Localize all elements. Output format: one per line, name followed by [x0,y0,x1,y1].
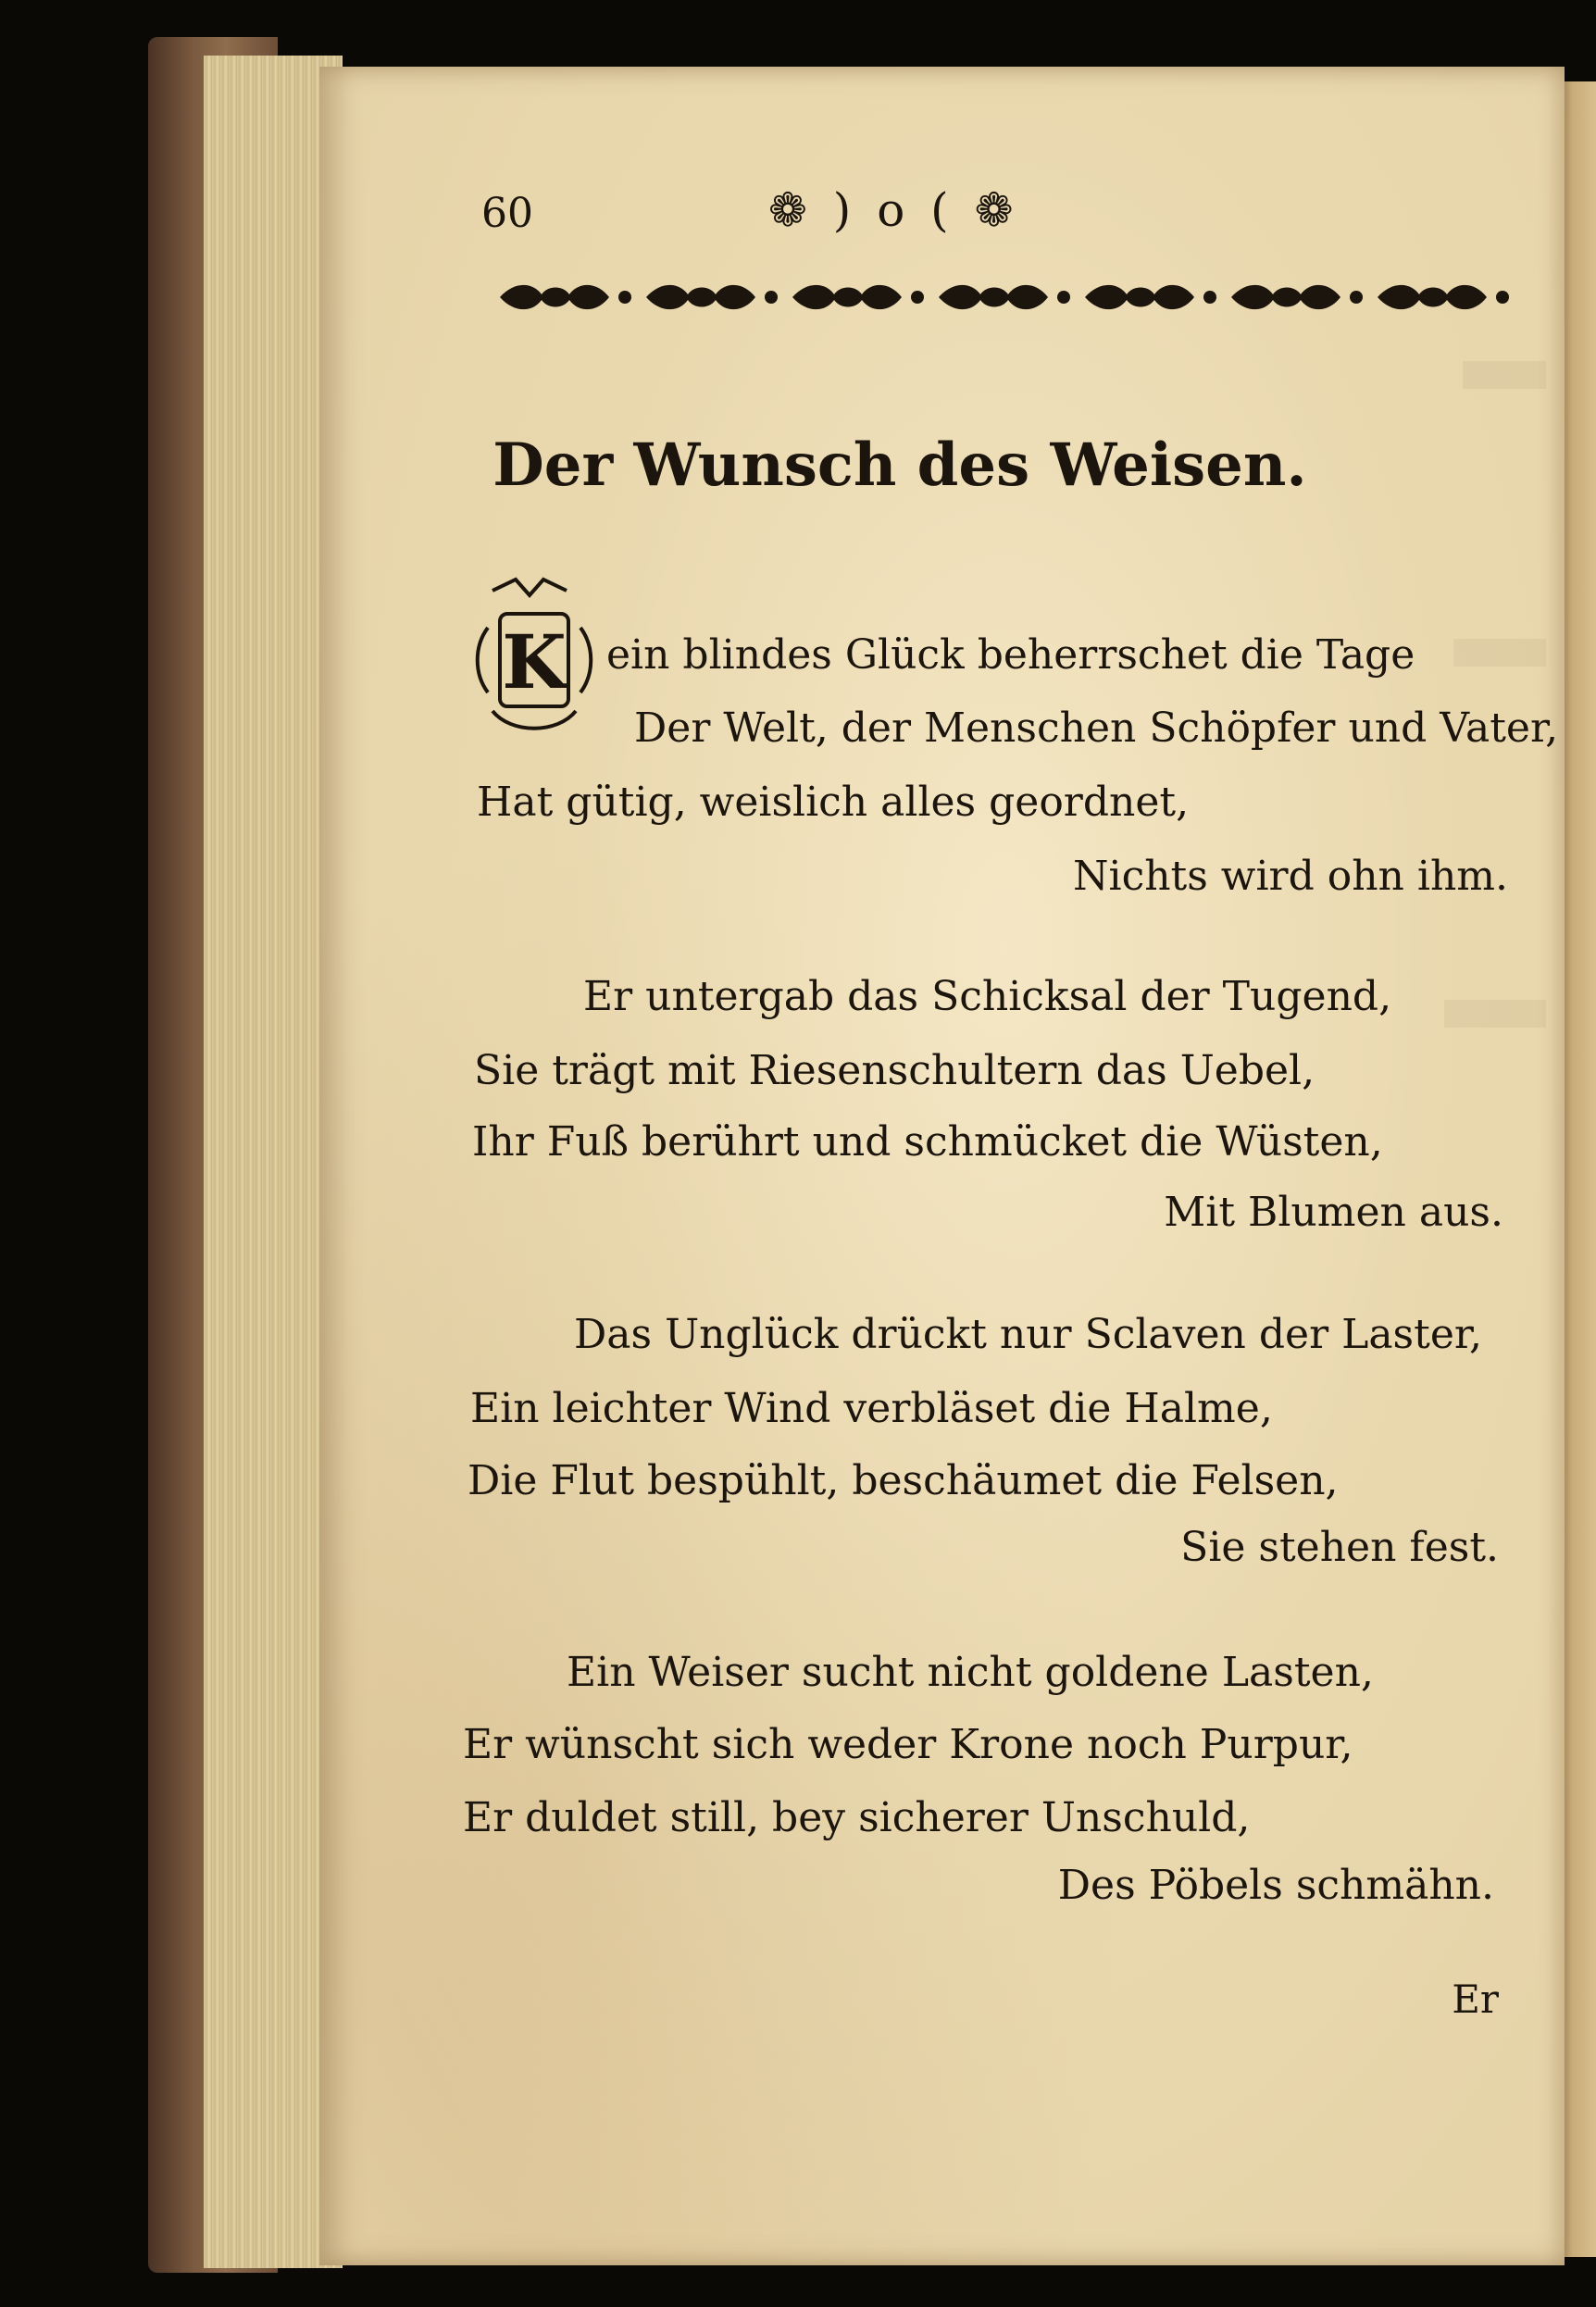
rule-motif [646,285,755,309]
verse-line: Er wünscht sich weder Krone noch Purpur, [463,1721,1353,1768]
poem-title: Der Wunsch des Weisen. [493,430,1307,500]
rule-motif [1378,285,1487,309]
initial-letter: K [502,618,567,705]
verse-line: Hat gütig, weislich alles geordnet, [477,779,1190,826]
bleed-through [1463,361,1546,389]
verse-line: Ein Weiser sucht nicht goldene Lasten, [567,1649,1374,1696]
bleed-through [1453,639,1546,667]
book-page [319,67,1565,2265]
rule-star [1203,291,1216,304]
verse-line: Ihr Fuß berührt und schmücket die Wüsten, [472,1118,1383,1166]
verse-line: Er untergab das Schicksal der Tugend, [583,973,1392,1020]
rule-star [1350,291,1363,304]
verse-line: Die Flut bespühlt, beschäumet die Felsen, [468,1457,1339,1504]
verse-line: ein blindes Glück beherrschet die Tage [606,631,1415,679]
verse-line: Sie trägt mit Riesenschultern das Uebel, [474,1047,1315,1094]
rule-star [1057,291,1070,304]
rule-motif [1085,285,1194,309]
verse-line: Der Welt, der Menschen Schöpfer und Vater, [634,705,1559,752]
verse-line: Das Unglück drückt nur Sclaven der Laster, [574,1311,1483,1358]
verse-refrain-line: Sie stehen fest. [1180,1524,1499,1571]
rule-motif [939,285,1048,309]
verse-refrain-line: Mit Blumen aus. [1164,1189,1503,1236]
catchword: Er [1452,1977,1499,2022]
decorated-initial [474,572,594,748]
rule-star [618,291,631,304]
rule-motif [500,285,609,309]
rule-star [1496,291,1509,304]
rule-motif [792,285,902,309]
header-ornament: ❁ ) o ( ❁ [768,183,1019,237]
verse-line: Er duldet still, bey sicherer Unschuld, [463,1794,1251,1841]
rule-star [765,291,778,304]
ornamental-rule [491,278,1518,317]
page-number: 60 [481,190,533,237]
verse-refrain-line: Des Pöbels schmähn. [1057,1862,1494,1909]
rule-star [911,291,924,304]
verse-line: Ein leichter Wind verbläset die Halme, [470,1385,1273,1432]
rule-motif [1231,285,1340,309]
verse-refrain-line: Nichts wird ohn ihm. [1073,853,1508,900]
bleed-through [1444,1000,1546,1028]
